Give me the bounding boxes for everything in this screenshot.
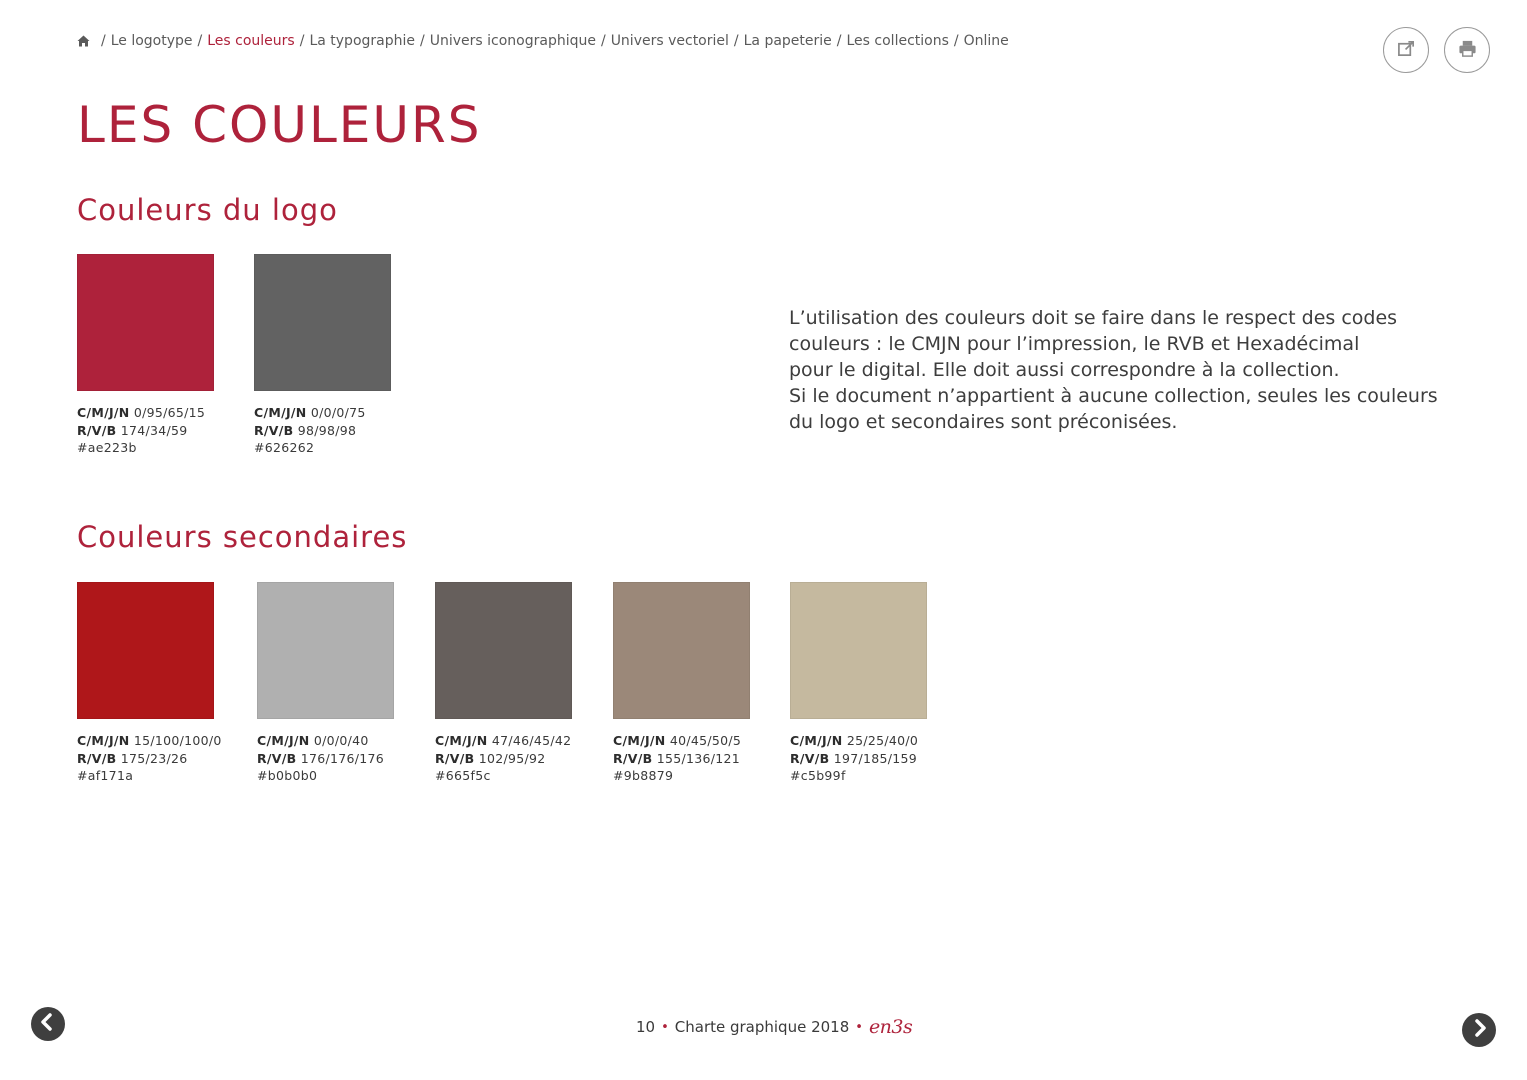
arrow-right-icon: [1469, 1018, 1489, 1042]
color-codes: [613, 732, 763, 785]
hex-value: #626262: [254, 440, 315, 455]
color-codes: [790, 732, 940, 785]
breadcrumb-item-collections[interactable]: Les collections: [846, 33, 949, 49]
cmjn-label: C/M/J/N: [435, 733, 488, 748]
cmjn-value: 47/46/45/42: [491, 733, 572, 748]
cmjn-label: C/M/J/N: [77, 733, 130, 748]
hex-value: #ae223b: [77, 440, 137, 455]
cmjn-value: 0/0/0/40: [313, 733, 369, 748]
document-title: Charte graphique 2018: [674, 1018, 850, 1036]
breadcrumb-separator: /: [420, 33, 425, 49]
breadcrumb-separator: /: [101, 33, 106, 49]
rvb-label: R/V/B: [77, 750, 117, 766]
breadcrumb-item-typographie[interactable]: La typographie: [309, 33, 415, 49]
hex-value: #9b8879: [613, 768, 674, 783]
color-chip: [77, 582, 214, 719]
rvb-value: 175/23/26: [120, 750, 188, 766]
color-codes: [257, 732, 407, 785]
cmjn-value: 40/45/50/5: [669, 733, 742, 748]
brand-logo: en3s: [868, 1016, 913, 1038]
color-swatch: [257, 582, 407, 785]
rvb-label: R/V/B: [435, 750, 475, 766]
color-codes: [435, 732, 585, 785]
breadcrumb-separator: /: [953, 33, 959, 49]
color-usage-description: [789, 305, 1439, 435]
breadcrumb-item-logotype[interactable]: Le logotype: [110, 33, 193, 49]
cmjn-label: C/M/J/N: [790, 733, 843, 748]
rvb-label: R/V/B: [613, 750, 653, 766]
rvb-value: 98/98/98: [297, 422, 357, 438]
hex-value: #665f5c: [435, 768, 491, 783]
breadcrumb-item-vectoriel[interactable]: Univers vectoriel: [610, 33, 729, 49]
color-swatch: [435, 582, 585, 785]
description-line: du logo et secondaires sont préconisées.: [789, 411, 1178, 433]
page-number: 10: [636, 1018, 656, 1036]
color-codes: [77, 732, 227, 785]
description-line: pour le digital. Elle doit aussi correspondre à la collection.: [789, 359, 1340, 381]
breadcrumb-separator: /: [299, 33, 305, 49]
rvb-label: R/V/B: [790, 750, 830, 766]
page-title: LES COULEURS: [77, 96, 482, 154]
color-chip: [77, 254, 214, 391]
color-swatch: [790, 582, 940, 785]
arrow-left-icon: [38, 1012, 58, 1036]
breadcrumb-separator: /: [600, 33, 606, 49]
section-title-logo-colors: Couleurs du logo: [77, 193, 338, 227]
rvb-label: R/V/B: [254, 422, 294, 438]
print-button[interactable]: [1444, 27, 1490, 73]
breadcrumb-item-online[interactable]: Online: [963, 33, 1009, 49]
cmjn-value: 15/100/100/0: [133, 733, 222, 748]
breadcrumb-separator: /: [836, 33, 842, 49]
breadcrumb-item-iconographique[interactable]: Univers iconographique: [429, 33, 596, 49]
color-swatch: [77, 582, 227, 785]
description-line: L’utilisation des couleurs doit se faire dans le respect des codes: [789, 307, 1398, 329]
color-chip: [435, 582, 572, 719]
rvb-value: 197/185/159: [833, 750, 918, 766]
cmjn-value: 25/25/40/0: [846, 733, 919, 748]
description-line: Si le document n’appartient à aucune collection, seules les couleurs: [789, 385, 1438, 407]
hex-value: #af171a: [77, 768, 134, 783]
previous-page-button[interactable]: [31, 1007, 65, 1041]
color-chip: [790, 582, 927, 719]
print-icon: [1458, 39, 1477, 62]
cmjn-label: C/M/J/N: [613, 733, 666, 748]
rvb-value: 174/34/59: [120, 422, 188, 438]
section-title-secondary-colors: Couleurs secondaires: [77, 520, 408, 554]
cmjn-value: 0/0/0/75: [310, 405, 366, 420]
cmjn-label: C/M/J/N: [254, 405, 307, 420]
hex-value: #c5b99f: [790, 768, 846, 783]
cmjn-label: C/M/J/N: [77, 405, 130, 420]
breadcrumb-separator: /: [197, 33, 203, 49]
external-link-icon: [1397, 39, 1416, 62]
footer-separator: •: [661, 1019, 669, 1035]
external-link-button[interactable]: [1383, 27, 1429, 73]
color-swatch: [77, 254, 227, 457]
rvb-value: 176/176/176: [300, 750, 385, 766]
footer-separator: •: [855, 1019, 863, 1035]
color-chip: [613, 582, 750, 719]
breadcrumb-item-papeterie[interactable]: La papeterie: [743, 33, 832, 49]
color-chip: [254, 254, 391, 391]
rvb-value: 102/95/92: [478, 750, 546, 766]
next-page-button[interactable]: [1462, 1013, 1496, 1047]
color-swatch: [254, 254, 404, 457]
page-footer: [636, 1016, 912, 1038]
color-chip: [257, 582, 394, 719]
cmjn-label: C/M/J/N: [257, 733, 310, 748]
color-swatch: [613, 582, 763, 785]
breadcrumb: [77, 33, 1009, 49]
rvb-label: R/V/B: [77, 422, 117, 438]
color-codes: [77, 404, 227, 457]
description-line: couleurs : le CMJN pour l’impression, le RVB et Hexadécimal: [789, 333, 1360, 355]
hex-value: #b0b0b0: [257, 768, 318, 783]
cmjn-value: 0/95/65/15: [133, 405, 206, 420]
breadcrumb-item-couleurs[interactable]: Les couleurs: [207, 33, 295, 49]
breadcrumb-separator: /: [733, 33, 739, 49]
rvb-label: R/V/B: [257, 750, 297, 766]
rvb-value: 155/136/121: [656, 750, 741, 766]
color-codes: [254, 404, 404, 457]
home-icon[interactable]: [77, 35, 90, 47]
